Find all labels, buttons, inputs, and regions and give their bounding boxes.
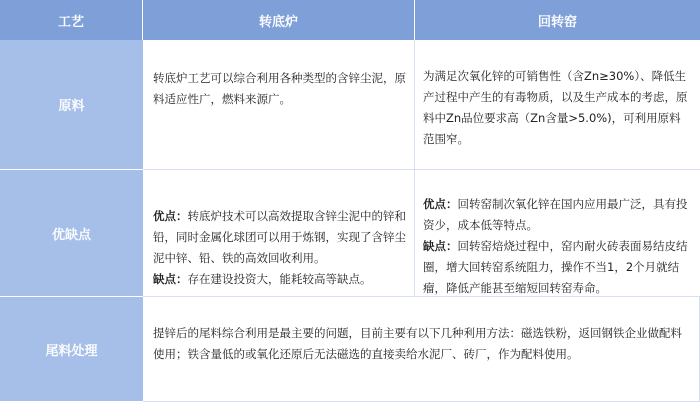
pro-text: 回转窑制次氧化锌在国内应用最广泛，具有投资少，成本低等特点。: [423, 197, 688, 232]
tail-cell: [143, 297, 700, 402]
header-rotary-kiln-label: 回转窑: [537, 14, 577, 30]
header-process: [0, 0, 143, 40]
raw-rotary-kiln-cell: [415, 40, 700, 170]
row-head-proscons: [0, 170, 143, 297]
raw-rotary-hearth-cell: [143, 40, 415, 170]
tail-text: 提锌后的尾料综合利用是最主要的问题，目前主要有以下几种利用方法：磁选铁粉，返回钢铁企业做配料使用；铁含量低的或氧化还原后无法磁选的直接卖给水泥厂、砖厂，作为配料使用。: [153, 326, 682, 361]
row-head-tail: [0, 297, 143, 402]
con-text: 存在建设投资大，能耗较高等缺点。: [187, 272, 372, 286]
row-head-proscons-label: 优缺点: [51, 227, 91, 243]
row-head-tail-label: 尾料处理: [45, 343, 98, 359]
con-text: 回转窑焙烧过程中，窑内耐火砖表面易结皮结圈，增大回转窑系统阻力，操作不当1，2个月就结瘤，降低产能甚至缩短回转窑寿命。: [423, 239, 688, 295]
con-label: 缺点：: [423, 239, 458, 253]
con-label: 缺点：: [153, 272, 188, 286]
raw-rotary-kiln-text: 为满足次氧化锌的可销售性（含Zn≥30%）、降低生产过程中产生的有毒物质，以及生产成本的考虑，原料中Zn品位要求高（Zn含量>5.0%)，可利用原料范围窄。: [423, 69, 688, 146]
proscons-rotary-hearth-cell: [143, 170, 415, 297]
proscons-rotary-kiln-text: [423, 194, 694, 299]
row-head-raw: [0, 40, 143, 170]
proscons-rotary-hearth-text: [153, 206, 406, 290]
row-head-raw-label: 原料: [58, 99, 85, 114]
header-rotary-kiln: [415, 0, 700, 40]
pro-label: 优点：: [153, 209, 188, 223]
pro-text: 转底炉技术可以高效提取含锌尘泥中的锌和铅，同时金属化球团可以用于炼钢，实现了含锌尘泥中锌、铅、铁的高效回收利用。: [153, 209, 406, 265]
header-rotary-hearth: [143, 0, 415, 40]
proscons-rotary-kiln-cell: [415, 170, 700, 297]
pro-label: 优点：: [423, 197, 458, 211]
header-rotary-hearth-label: 转底炉: [258, 14, 298, 30]
header-process-label: 工艺: [57, 14, 84, 30]
raw-rotary-hearth-text: 转底炉工艺可以综合利用各种类型的含锌尘泥，原料适应性广，燃料来源广。: [153, 71, 406, 106]
